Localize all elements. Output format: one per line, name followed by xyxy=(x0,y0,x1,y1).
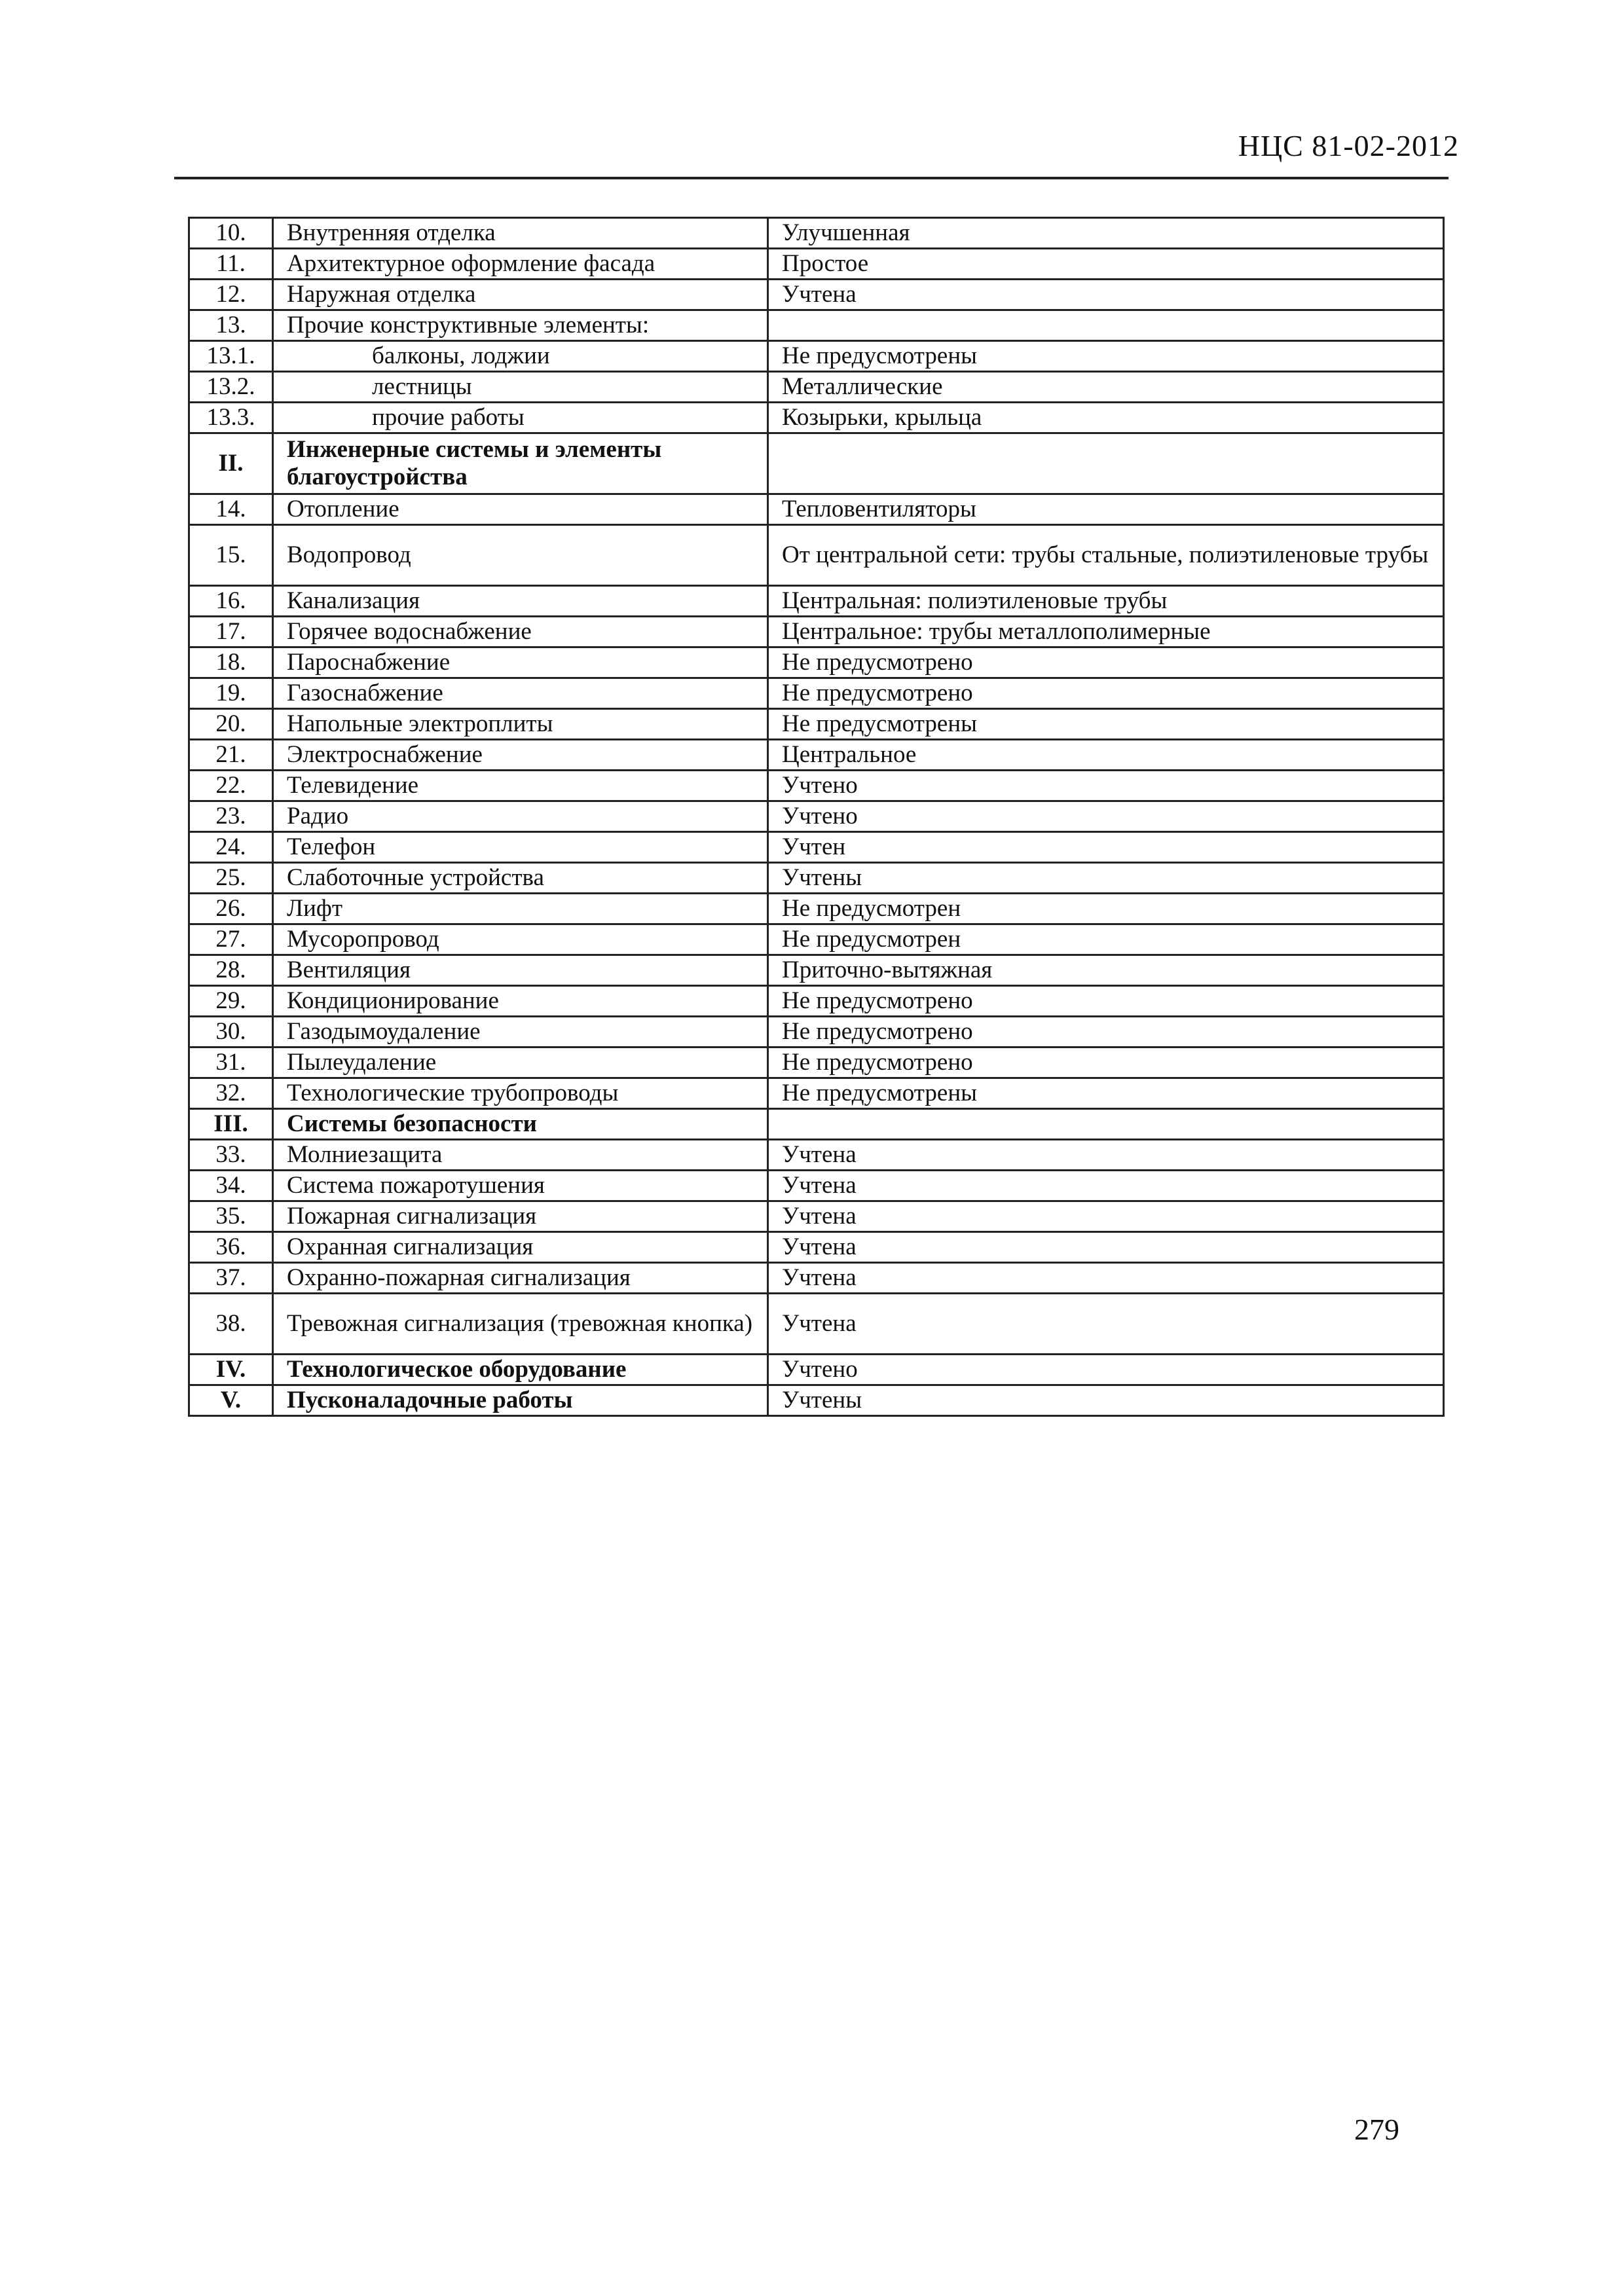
row-number: 32. xyxy=(189,1078,273,1109)
row-number: 23. xyxy=(189,801,273,832)
row-value: Учтена xyxy=(768,1294,1444,1355)
row-name: Инженерные системы и элементы благоустройства xyxy=(273,433,768,494)
table-row xyxy=(189,310,1444,341)
row-value: Тепловентиляторы xyxy=(768,494,1444,525)
row-number: 13.1. xyxy=(189,341,273,372)
row-number: 18. xyxy=(189,647,273,678)
row-number: 11. xyxy=(189,249,273,280)
section-row xyxy=(189,1385,1444,1416)
row-name: Вентиляция xyxy=(273,955,768,986)
row-number: 17. xyxy=(189,617,273,647)
row-number: 24. xyxy=(189,832,273,863)
document-code: НЦС 81-02-2012 xyxy=(1238,129,1459,162)
row-name: Водопровод xyxy=(273,525,768,586)
table-row xyxy=(189,1171,1444,1201)
row-name: лестницы xyxy=(273,372,768,403)
row-number: 38. xyxy=(189,1294,273,1355)
row-value: От центральной сети: трубы стальные, полиэтиленовые трубы xyxy=(768,525,1444,586)
row-name: Мусоропровод xyxy=(273,924,768,955)
row-value: Приточно-вытяжная xyxy=(768,955,1444,986)
row-name: Горячее водоснабжение xyxy=(273,617,768,647)
row-number: 36. xyxy=(189,1232,273,1263)
row-name: балконы, лоджии xyxy=(273,341,768,372)
row-value: Учтено xyxy=(768,801,1444,832)
row-name: Телефон xyxy=(273,832,768,863)
row-number: V. xyxy=(189,1385,273,1416)
table-row xyxy=(189,403,1444,433)
table-row xyxy=(189,1017,1444,1048)
table-row xyxy=(189,1232,1444,1263)
row-name: Охранно-пожарная сигнализация xyxy=(273,1263,768,1294)
table-row xyxy=(189,218,1444,249)
row-value: Не предусмотрены xyxy=(768,1078,1444,1109)
row-name: Пожарная сигнализация xyxy=(273,1201,768,1232)
row-value: Учтена xyxy=(768,1201,1444,1232)
row-number: 14. xyxy=(189,494,273,525)
row-value: Не предусмотрен xyxy=(768,894,1444,924)
row-value: Не предусмотрен xyxy=(768,924,1444,955)
table-row xyxy=(189,372,1444,403)
row-value xyxy=(768,1109,1444,1140)
table-row xyxy=(189,1140,1444,1171)
row-name: Наружная отделка xyxy=(273,280,768,310)
row-value: Учтено xyxy=(768,771,1444,801)
section-row xyxy=(189,1109,1444,1140)
row-name: прочие работы xyxy=(273,403,768,433)
row-value: Металлические xyxy=(768,372,1444,403)
table-row xyxy=(189,1294,1444,1355)
row-name: Архитектурное оформление фасада xyxy=(273,249,768,280)
row-number: II. xyxy=(189,433,273,494)
row-number: 10. xyxy=(189,218,273,249)
row-name: Внутренняя отделка xyxy=(273,218,768,249)
row-number: 26. xyxy=(189,894,273,924)
row-value: Учтена xyxy=(768,1140,1444,1171)
table-row xyxy=(189,986,1444,1017)
row-number: 12. xyxy=(189,280,273,310)
row-value: Не предусмотрено xyxy=(768,1048,1444,1078)
row-number: 20. xyxy=(189,709,273,740)
table-row xyxy=(189,1078,1444,1109)
row-name: Отопление xyxy=(273,494,768,525)
row-name: Слаботочные устройства xyxy=(273,863,768,894)
table-row xyxy=(189,771,1444,801)
row-name: Телевидение xyxy=(273,771,768,801)
row-name: Молниезащита xyxy=(273,1140,768,1171)
row-value: Учтена xyxy=(768,1232,1444,1263)
row-number: 28. xyxy=(189,955,273,986)
table-row xyxy=(189,678,1444,709)
table-row xyxy=(189,341,1444,372)
row-name: Прочие конструктивные элементы: xyxy=(273,310,768,341)
row-name: Напольные электроплиты xyxy=(273,709,768,740)
row-name: Газоснабжение xyxy=(273,678,768,709)
row-value: Улучшенная xyxy=(768,218,1444,249)
row-value: Не предусмотрено xyxy=(768,647,1444,678)
row-value: Козырьки, крыльца xyxy=(768,403,1444,433)
row-name: Технологические трубопроводы xyxy=(273,1078,768,1109)
row-value: Центральное: трубы металлополимерные xyxy=(768,617,1444,647)
row-value: Учтены xyxy=(768,863,1444,894)
row-name: Канализация xyxy=(273,586,768,617)
row-name: Лифт xyxy=(273,894,768,924)
row-value: Не предусмотрено xyxy=(768,986,1444,1017)
row-number: 19. xyxy=(189,678,273,709)
row-name: Газодымоудаление xyxy=(273,1017,768,1048)
table-row xyxy=(189,801,1444,832)
section-row xyxy=(189,1355,1444,1385)
row-name: Кондиционирование xyxy=(273,986,768,1017)
row-name: Пусконаладочные работы xyxy=(273,1385,768,1416)
row-number: 15. xyxy=(189,525,273,586)
row-number: III. xyxy=(189,1109,273,1140)
row-value: Учтена xyxy=(768,1263,1444,1294)
row-value: Не предусмотрено xyxy=(768,678,1444,709)
row-number: 29. xyxy=(189,986,273,1017)
table-row xyxy=(189,647,1444,678)
row-value: Учтено xyxy=(768,1355,1444,1385)
row-number: 13.2. xyxy=(189,372,273,403)
table-row xyxy=(189,740,1444,771)
row-value: Учтен xyxy=(768,832,1444,863)
row-name: Пылеудаление xyxy=(273,1048,768,1078)
row-number: 22. xyxy=(189,771,273,801)
table-row xyxy=(189,617,1444,647)
row-number: 33. xyxy=(189,1140,273,1171)
row-number: 37. xyxy=(189,1263,273,1294)
row-number: 27. xyxy=(189,924,273,955)
row-number: IV. xyxy=(189,1355,273,1385)
table-row xyxy=(189,1048,1444,1078)
row-name: Пароснабжение xyxy=(273,647,768,678)
table-row xyxy=(189,525,1444,586)
row-name: Радио xyxy=(273,801,768,832)
row-name: Системы безопасности xyxy=(273,1109,768,1140)
table-row xyxy=(189,955,1444,986)
row-value: Учтена xyxy=(768,1171,1444,1201)
table-row xyxy=(189,863,1444,894)
row-number: 13. xyxy=(189,310,273,341)
row-value: Простое xyxy=(768,249,1444,280)
row-name: Охранная сигнализация xyxy=(273,1232,768,1263)
row-value: Учтены xyxy=(768,1385,1444,1416)
row-value xyxy=(768,433,1444,494)
table-row xyxy=(189,494,1444,525)
row-name: Система пожаротушения xyxy=(273,1171,768,1201)
row-name: Тревожная сигнализация (тревожная кнопка) xyxy=(273,1294,768,1355)
row-value: Не предусмотрено xyxy=(768,1017,1444,1048)
table-row xyxy=(189,280,1444,310)
row-number: 25. xyxy=(189,863,273,894)
row-value: Учтена xyxy=(768,280,1444,310)
row-name: Электроснабжение xyxy=(273,740,768,771)
row-name: Технологическое оборудование xyxy=(273,1355,768,1385)
table-row xyxy=(189,924,1444,955)
table-row xyxy=(189,1263,1444,1294)
row-number: 35. xyxy=(189,1201,273,1232)
row-number: 34. xyxy=(189,1171,273,1201)
row-number: 13.3. xyxy=(189,403,273,433)
row-number: 31. xyxy=(189,1048,273,1078)
row-value: Не предусмотрены xyxy=(768,341,1444,372)
table-row xyxy=(189,1201,1444,1232)
table-row xyxy=(189,894,1444,924)
row-value: Не предусмотрены xyxy=(768,709,1444,740)
table-body xyxy=(189,218,1444,1416)
row-number: 16. xyxy=(189,586,273,617)
specification-table xyxy=(188,217,1445,1417)
table-row xyxy=(189,832,1444,863)
header-rule xyxy=(174,177,1449,179)
table-row xyxy=(189,709,1444,740)
row-number: 21. xyxy=(189,740,273,771)
section-row xyxy=(189,433,1444,494)
table-row xyxy=(189,249,1444,280)
row-value xyxy=(768,310,1444,341)
row-value: Центральное xyxy=(768,740,1444,771)
table-row xyxy=(189,586,1444,617)
page-number: 279 xyxy=(1354,2113,1399,2146)
row-value: Центральная: полиэтиленовые трубы xyxy=(768,586,1444,617)
row-number: 30. xyxy=(189,1017,273,1048)
